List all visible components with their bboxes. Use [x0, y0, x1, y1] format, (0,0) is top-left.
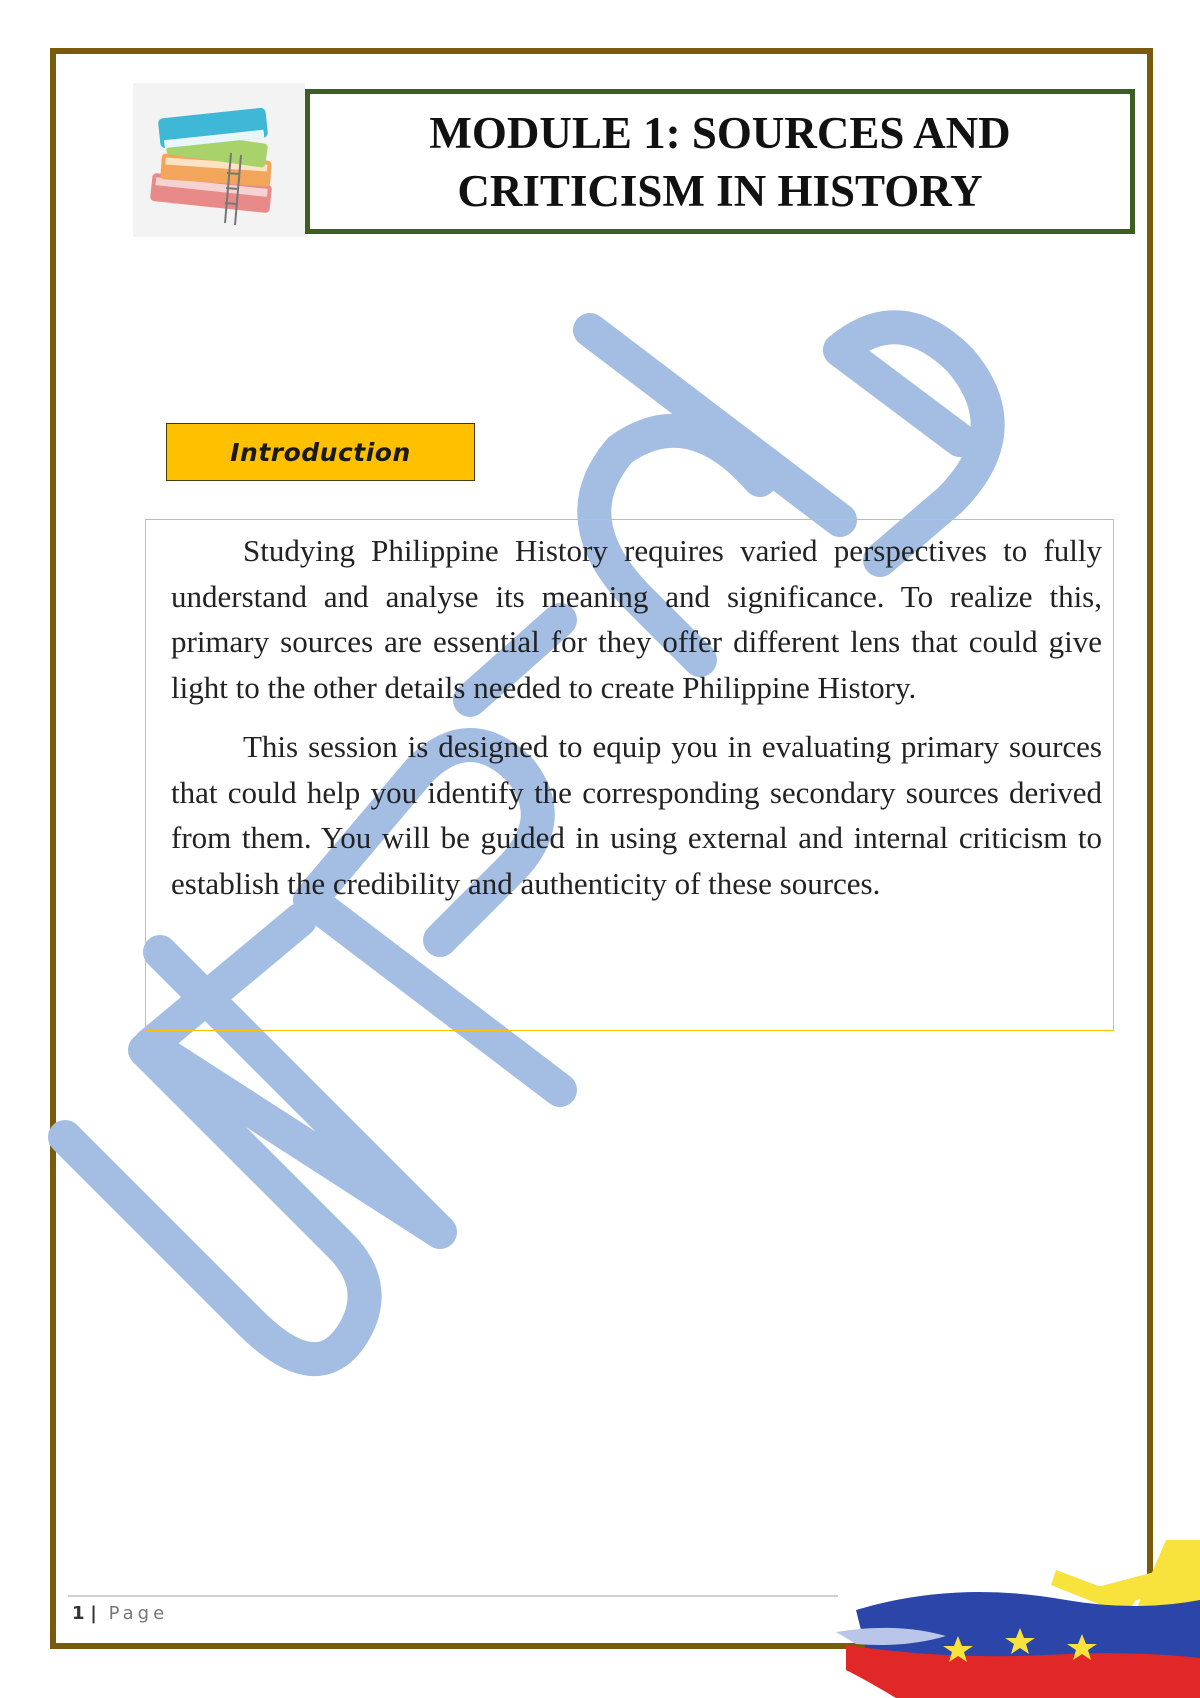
page-word: Page [108, 1603, 169, 1624]
section-label-introduction: Introduction [166, 423, 475, 481]
footer-divider [68, 1595, 838, 1597]
intro-paragraph-2: This session is designed to equip you in evaluating primary sources that could help you identify the corresponding secondary sources derived from them. You will be guided in using external and internal criticism to establish the credibility and authenticity of these sources. [171, 729, 1102, 901]
page-separator: | [90, 1603, 97, 1624]
module-title-line-2: CRITICISM IN HISTORY [457, 165, 983, 216]
books-illustration [133, 83, 305, 237]
books-icon [133, 83, 305, 237]
page-footer [72, 1603, 168, 1624]
intro-paragraph-1: Studying Philippine History requires varied perspectives to fully understand and analyse its meaning and significance. To realize this, primary sources are essential for they offer different lens that could give light to the other details needed to create Philippine History. [171, 533, 1102, 705]
module-title-box [305, 89, 1135, 234]
introduction-text-box [145, 519, 1114, 1031]
page-number: 1 [72, 1603, 85, 1624]
module-title-line-1: MODULE 1: SOURCES AND [429, 107, 1011, 158]
philippine-flag-icon [836, 1540, 1200, 1698]
